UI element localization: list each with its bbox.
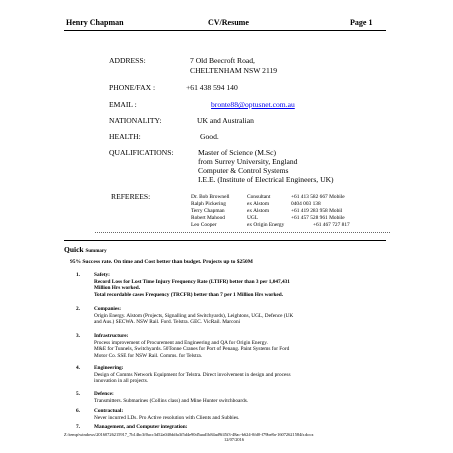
header-rule [64,30,386,31]
summary-intro: 95% Success rate. On time and Cost better than budget. Projects up to $250M [70,259,253,265]
referee-role: ex Origin Energy [247,222,285,228]
summary-title-text: Quick [64,245,84,254]
address-label: ADDRESS: [109,56,146,65]
health-value: Good. [200,132,219,141]
section-line: Motor Co. SSE for NSW Rail. Comms. for Telstra. [94,352,203,359]
qualification-line: from Surrey University, England [198,157,298,166]
referees-label: REFEREES: [111,192,151,201]
referee-role: UGL [247,215,259,221]
nationality-label: NATIONALITY: [109,116,162,125]
section-line: Million Hrs worked. [94,285,141,292]
referee-name: Ralph Pickering [191,201,226,207]
page-footer [64,432,394,443]
section-number: 3. [76,333,80,339]
referee-phone: +61 413 582 667 Mobile [291,194,345,200]
section-line: and Aus.) SECWA. NSW Rail. Ford. Telstra. GEC. VicRail. Marconi [94,319,241,326]
section-line: Origin Energy. Alstom (Projects, Signalling and Switchyards), Leightons, UGL, Defence (UK [94,312,294,319]
email-link[interactable]: bronte88@optusnet.com.au [211,100,295,109]
qualification-line: Computer & Control Systems [198,166,289,175]
dotted-divider [95,232,390,233]
section-divider [64,240,386,241]
qualifications-label: QUALIFICATIONS: [109,148,174,157]
section-number: 7. [76,424,80,430]
section-number: 4. [76,365,80,371]
section-number: 2. [76,306,80,312]
section-line: Process improvement of Procurement and Engineering and QA for Origin Energy. [94,339,268,346]
section-line: Total recordable cases Frequency (TRCFR) better than 7 per 1 Million Hrs worked. [94,291,284,298]
referee-role: ex Alstom [247,208,270,214]
referee-phone: +61 419 283 958 Mobil [291,208,343,214]
referee-phone: +61 467 727 817 [313,222,350,228]
referee-phone: 0404 003 138 [291,201,321,207]
section-heading: Safety: [94,272,110,278]
summary-title [64,245,107,254]
section-number: 5. [76,391,80,397]
section-line: Transmitters. Submarines (Collins class) and Mine Hunter switchboards. [94,397,249,404]
qualification-line: I.E.E. (Institute of Electrical Engineers, UK) [198,175,334,184]
referee-name: Terry Chapman [191,208,225,214]
referee-role: Consultant [247,194,271,200]
referee-role: ex Alstom [247,201,270,207]
section-heading: Management, and Computer integration: [94,424,188,430]
footer-date: 12/07/2016 [224,437,245,443]
summary-title-small: Summary [85,249,107,254]
referee-name: Robert Mahood [191,215,225,221]
health-label: HEALTH: [109,132,141,141]
address-line-2: CHELTENHAM NSW 2119 [190,66,278,75]
section-line: Design of Comms Network Equipment for Telstra. Direct involvement in design and process [94,371,291,378]
header-page-number: Page 1 [350,18,373,27]
section-line: Record Loss for Lost Time Injury Frequency Rate (LTIFR) better than 3 per 1,047,431 [94,278,290,285]
section-line: innovation in all projects. [94,378,149,385]
qualification-line: Master of Science (M.Sc) [198,148,277,157]
address-line-1: 7 Old Beecroft Road, [190,56,255,65]
section-number: 6. [76,408,80,414]
referee-phone: +61 457 528 961 Mobile [291,215,345,221]
section-heading: Defence: [94,391,114,397]
section-heading: Engineering: [94,365,124,371]
section-heading: Contractual: [94,408,124,414]
header-name: Henry Chapman [66,18,124,27]
section-heading: Companies: [94,306,122,312]
phone-value: +61 438 594 140 [186,83,238,92]
section-heading: Infrastructure: [94,333,129,339]
nationality-value: UK and Australian [197,116,254,125]
email-label: EMAIL : [109,100,137,109]
section-line: M&E for Tunnels, Switchyards. 50Tonne Cranes for Port of Penang. Paint Systems for Ford [94,346,290,353]
header-title: CV/Resume [208,18,249,27]
section-number: 1. [76,272,80,278]
referee-name: Dr. Bob Brownell [191,194,230,200]
section-line: Never incurred LDs. Pro Active resolution with Clients and Subbies. [94,414,240,421]
footer-file-path: Z:\temp\windows\20160726215917_7b14bc3f0acc3d52a040ddfa3f5d4e90d5aad1b84ad9f45f3-48ac-b624-0fd0-f79be8a-16072621584fr.docx [64,432,314,437]
referee-name: Leo Cooper [191,222,217,228]
phone-label: PHONE/FAX : [109,83,156,92]
